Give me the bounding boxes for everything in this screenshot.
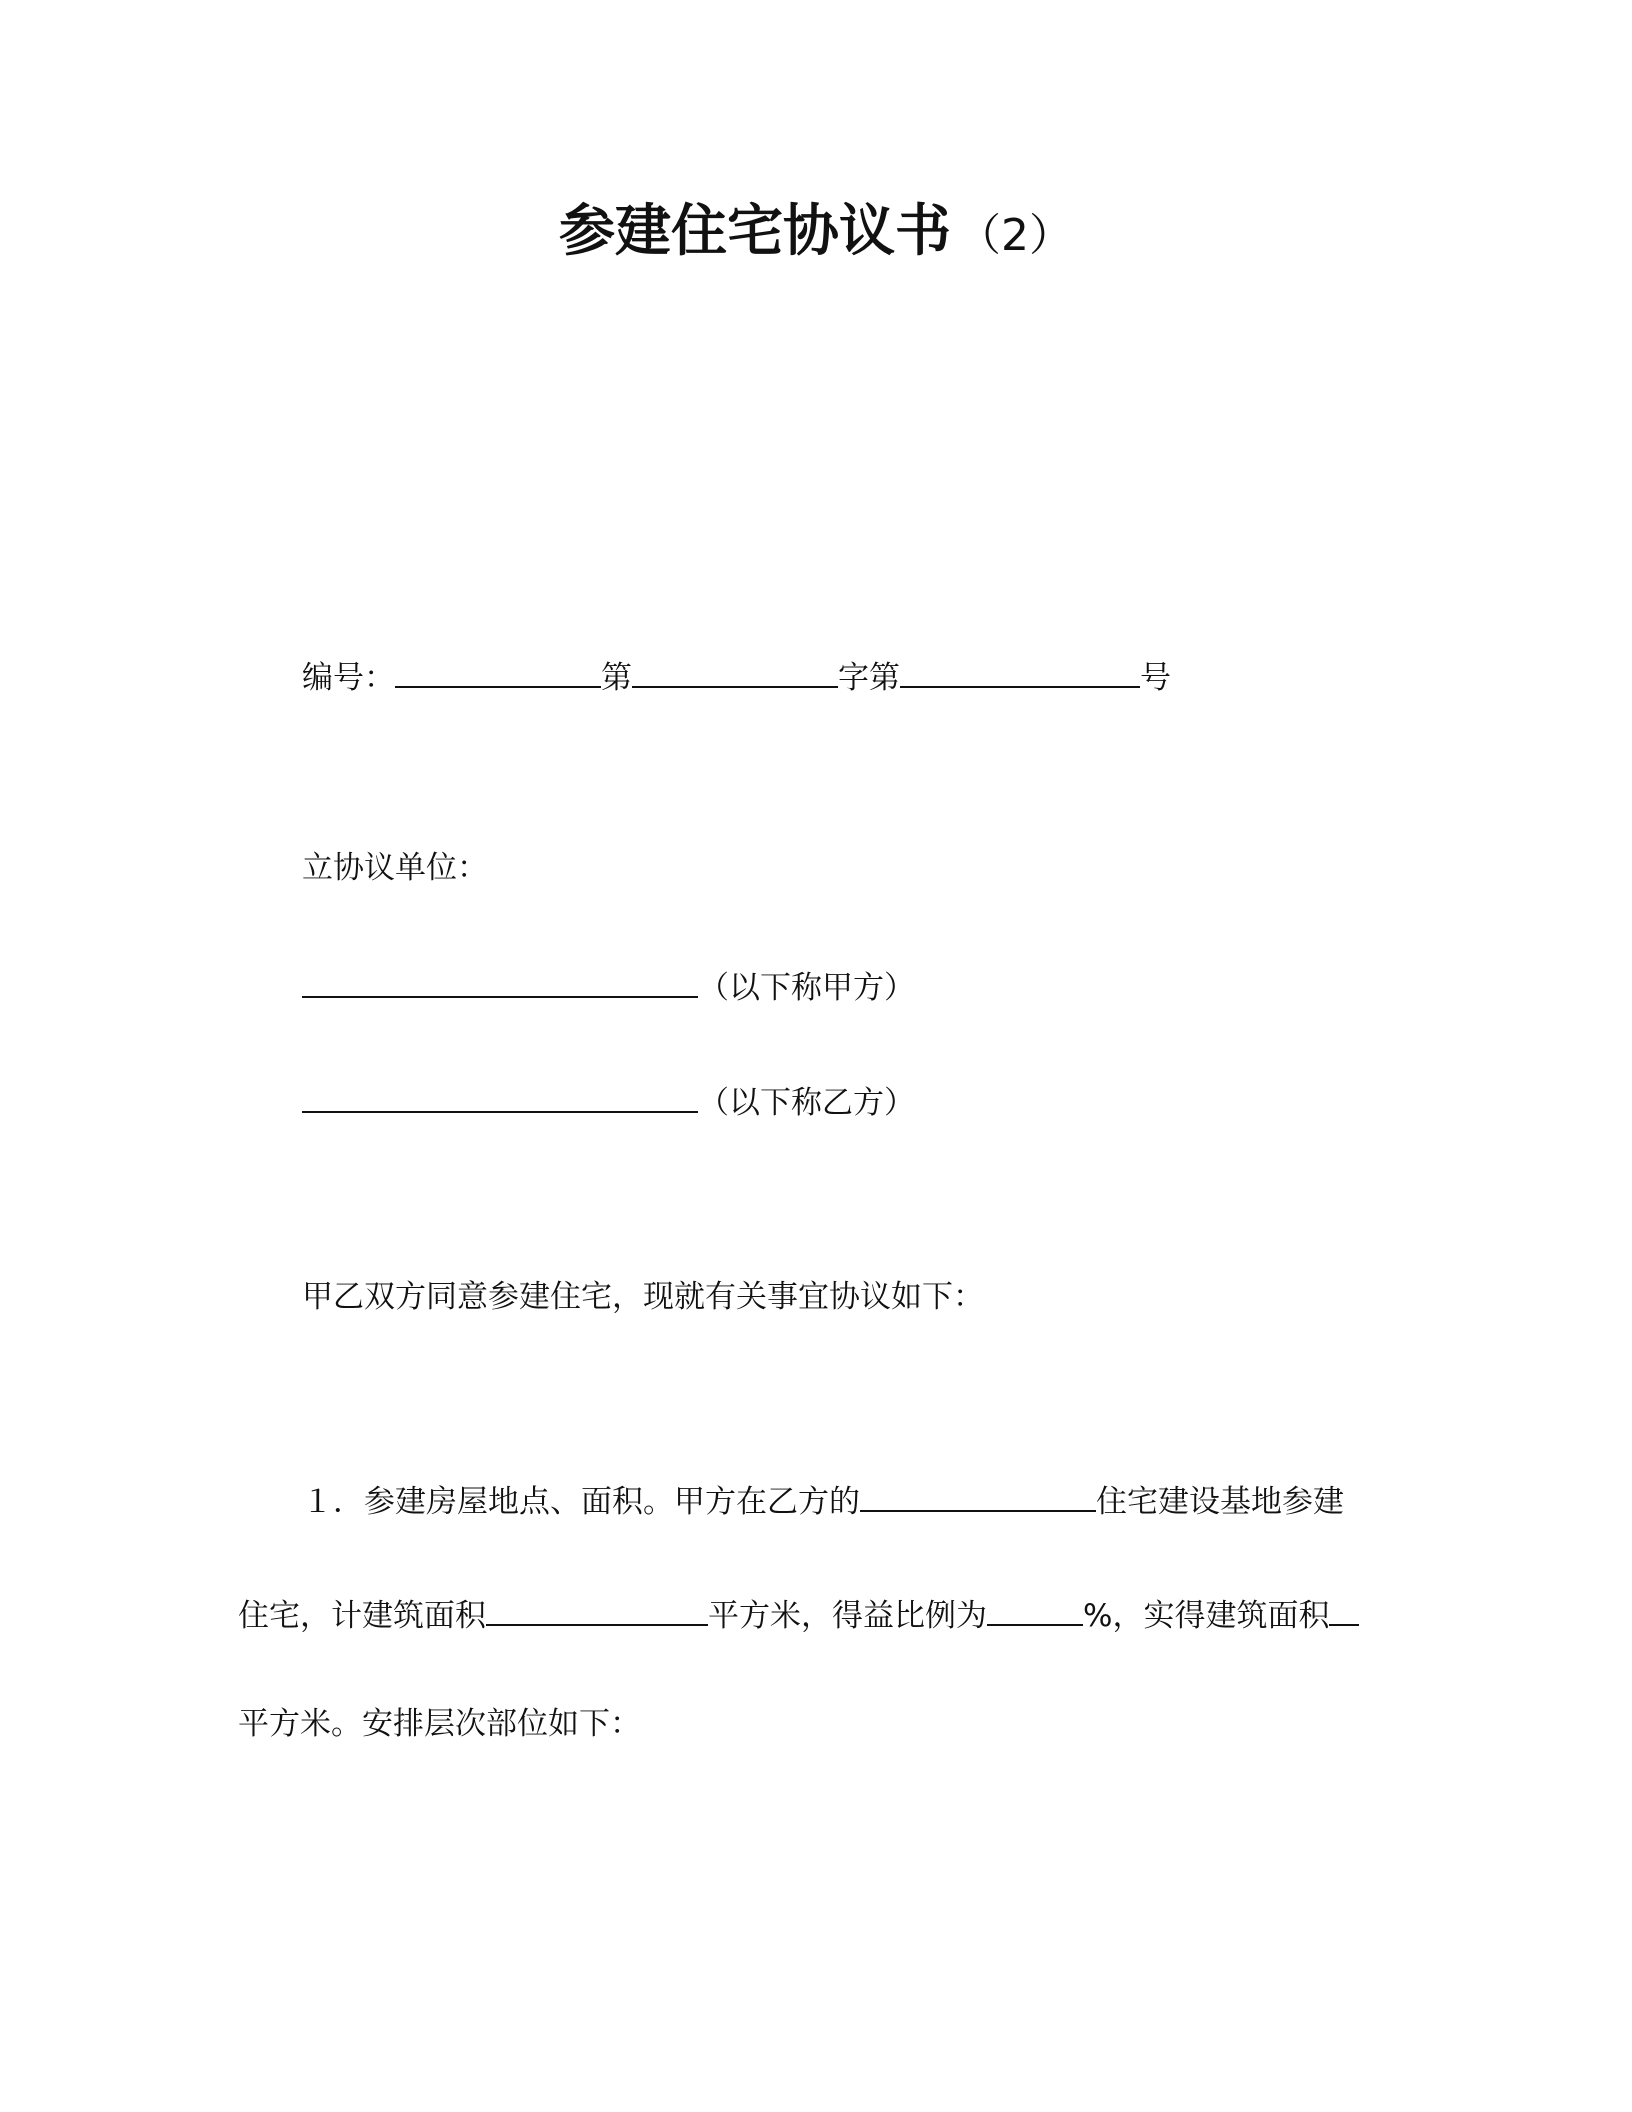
clause1-line1-start: １．参建房屋地点、面积。甲方在乙方的 bbox=[302, 1484, 860, 1520]
number-blank-3[interactable] bbox=[900, 652, 1140, 688]
clause1-line2-a: 住宅，计建筑面积 bbox=[238, 1598, 486, 1634]
number-blank-2[interactable] bbox=[632, 652, 838, 688]
parties-label: 立协议单位： bbox=[302, 850, 488, 886]
party-a-line bbox=[302, 962, 915, 1008]
number-part2: 字第 bbox=[838, 660, 900, 696]
clause1-line1 bbox=[302, 1476, 1344, 1522]
location-blank[interactable] bbox=[860, 1476, 1096, 1512]
number-blank-1[interactable] bbox=[395, 652, 601, 688]
clause1-line3: 平方米。安排层次部位如下： bbox=[238, 1706, 641, 1742]
party-a-label: （以下称甲方） bbox=[698, 970, 915, 1006]
number-part3: 号 bbox=[1140, 660, 1171, 696]
number-label: 编号： bbox=[302, 660, 395, 696]
party-b-label: （以下称乙方） bbox=[698, 1085, 915, 1121]
party-b-line bbox=[302, 1077, 915, 1123]
party-b-blank[interactable] bbox=[302, 1077, 698, 1113]
clause1-line1-end: 住宅建设基地参建 bbox=[1096, 1484, 1344, 1520]
title-suffix: （2） bbox=[957, 210, 1073, 261]
clause1-line2-b: 平方米，得益比例为 bbox=[708, 1598, 987, 1634]
number-line bbox=[302, 652, 1171, 698]
actual-area-blank[interactable] bbox=[1329, 1590, 1359, 1626]
party-a-blank[interactable] bbox=[302, 962, 698, 998]
title-main: 参建住宅协议书 bbox=[559, 199, 951, 264]
clause1-line2-c: %，实得建筑面积 bbox=[1083, 1598, 1330, 1634]
clause1-line2 bbox=[238, 1590, 1359, 1636]
document-title bbox=[0, 196, 1632, 272]
number-part1: 第 bbox=[601, 660, 632, 696]
ratio-blank[interactable] bbox=[987, 1590, 1083, 1626]
agreement-intro: 甲乙双方同意参建住宅，现就有关事宜协议如下： bbox=[302, 1279, 984, 1315]
building-area-blank[interactable] bbox=[486, 1590, 708, 1626]
